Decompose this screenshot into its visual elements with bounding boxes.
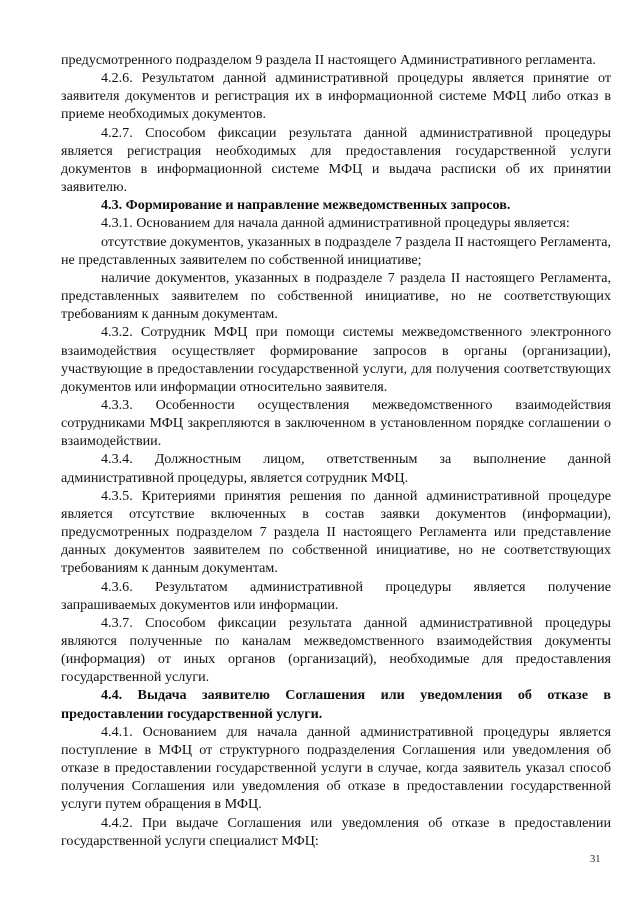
section-heading-4-4: 4.4. Выдача заявителю Соглашения или уведомления об отказе в предоставлении государственной услуги. bbox=[61, 687, 611, 722]
paragraph-4-3-3: 4.3.3. Особенности осуществления межведомственного взаимодействия сотрудниками МФЦ закрепляются в заключенном в установленном порядке соглашении о взаимодействии. bbox=[61, 396, 611, 450]
document-body bbox=[61, 51, 611, 850]
paragraph-presence-of-documents: наличие документов, указанных в подразделе 7 раздела II настоящего Регламента, представленных заявителем по собственной инициативе, но не соответствующих требованиям к данным документам. bbox=[61, 269, 611, 323]
paragraph-4-3-1: 4.3.1. Основанием для начала данной административной процедуры является: bbox=[101, 215, 570, 232]
paragraph-4-3-6: 4.3.6. Результатом административной процедуры является получение запрашиваемых документов или информации. bbox=[61, 578, 611, 613]
paragraph-4-3-2: 4.3.2. Сотрудник МФЦ при помощи системы межведомственного электронного взаимодействия осуществляет формирование запросов в органы (организации), участвующие в предоставлении государственной услуги, для получения соответствующих документов или информации относительно заявителя. bbox=[61, 324, 611, 395]
paragraph-4-3-4: 4.3.4. Должностным лицом, ответственным за выполнение данной административной процедуры, является сотрудник МФЦ. bbox=[61, 451, 611, 486]
paragraph-4-2-7: 4.2.7. Способом фиксации результата данной административной процедуры является регистрация необходимых для предоставления государственной услуги документов в информационной системе МФЦ и выдача расписки об их принятии заявителю. bbox=[61, 124, 611, 196]
paragraph-4-4-2: 4.4.2. При выдаче Соглашения или уведомления об отказе в предоставлении государственной услуги специалист МФЦ: bbox=[61, 814, 611, 849]
section-heading-4-3: 4.3. Формирование и направление межведомственных запросов. bbox=[101, 197, 511, 214]
paragraph-4-2-6: 4.2.6. Результатом данной административной процедуры является принятие от заявителя документов и регистрация их в информационной системе МФЦ либо отказ в приеме необходимых документов. bbox=[61, 70, 611, 123]
paragraph-4-3-5: 4.3.5. Критериями принятия решения по данной административной процедуре является отсутствие включенных в состав заявки документов (информации), предусмотренных подразделом 7 раздела II настоящего Регламента или представление данных документов заявителем по собственной инициативе, но не соответствующих требованиям к данным документам. bbox=[61, 487, 611, 577]
paragraph-continuation: предусмотренного подразделом 9 раздела II настоящего Административного регламента. bbox=[61, 52, 596, 68]
page-number: 31 bbox=[590, 854, 601, 865]
paragraph-4-3-7: 4.3.7. Способом фиксации результата данной административной процедуры являются полученные по каналам межведомственного взаимодействия документы (информация) от иных органов (организаций), необходимые для предоставления государственной услуги. bbox=[61, 614, 611, 686]
paragraph-absence-of-documents: отсутствие документов, указанных в подразделе 7 раздела II настоящего Регламента, не представленных заявителем по собственной инициативе; bbox=[61, 233, 611, 268]
paragraph-4-4-1: 4.4.1. Основанием для начала данной административной процедуры является поступление в МФЦ от структурного подразделения Соглашения или уведомления об отказе в предоставлении государственной услуги в случае, когда заявитель указал способ получения Соглашения или уведомления об отказе в предоставлении государственной услуги путем обращения в МФЦ. bbox=[61, 723, 611, 813]
